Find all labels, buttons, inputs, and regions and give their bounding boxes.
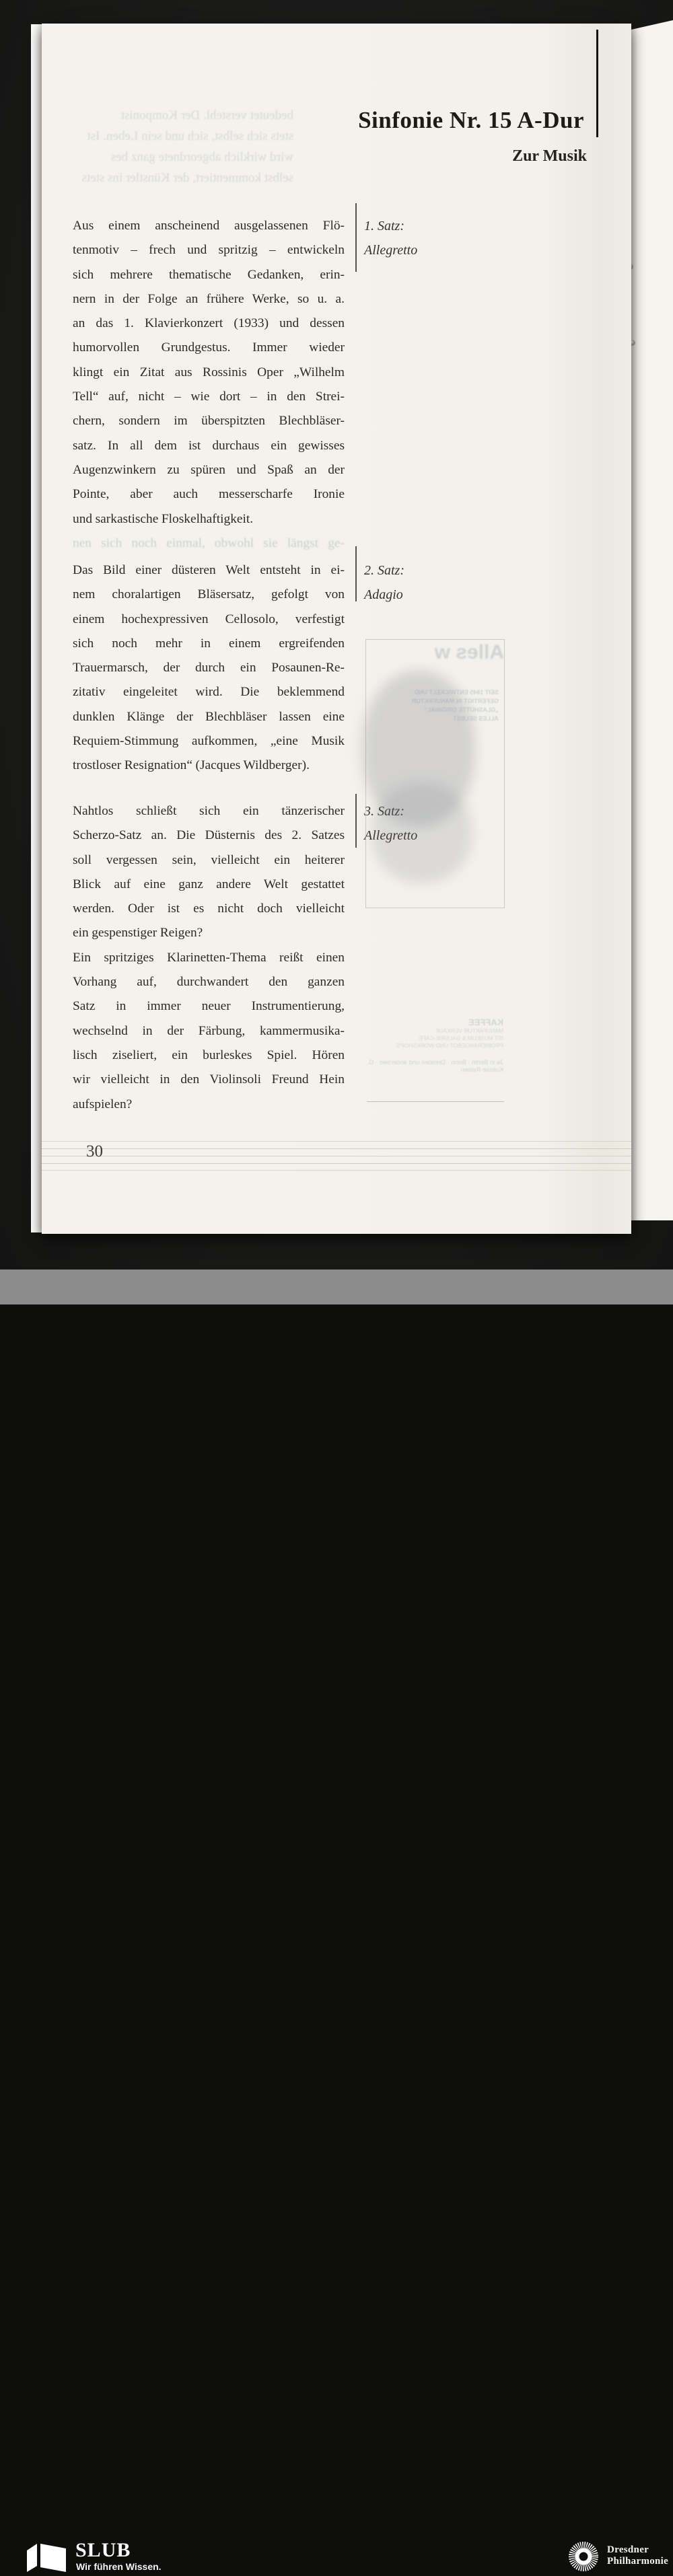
body-text-line: humorvollen Grundgestus. Immer wieder	[73, 340, 345, 355]
bleedthrough-line: „GLASHÜTTE ORIGINAL“	[424, 706, 499, 713]
folio-ruled-line	[42, 1148, 631, 1149]
body-text-line: zitativ eingeleitet wird. Die beklemmend	[73, 685, 345, 700]
philharmonie-line2: Philharmonie	[607, 2556, 669, 2567]
philharmonie-logo[interactable]	[567, 2540, 668, 2573]
philharmonie-wordmark	[607, 2544, 668, 2567]
bleedthrough-line: ALLES SELBST	[453, 715, 499, 722]
body-text-line: an das 1. Klavierkonzert (1933) und dessen	[73, 316, 345, 331]
slub-wordmark: SLUB	[75, 2539, 131, 2561]
philharmonie-line1: Dresdner	[607, 2544, 649, 2555]
body-text-line: einem hochexpressiven Cellosolo, verfestigt	[73, 612, 345, 626]
bleedthrough-text-line: nen sich noch einmal, obwohl sie längst ge-	[73, 536, 345, 550]
body-text-line: Trauermarsch, der durch ein Posaunen-Re-	[73, 661, 345, 675]
movement-label: 1. Satz:	[364, 219, 404, 233]
body-text-line: trostloser Resignation“ (Jacques Wildberger).	[73, 758, 310, 773]
body-text-line: ein gespenstiger Reigen?	[73, 926, 203, 941]
folio-ruled-line	[42, 1170, 631, 1171]
body-text-line: Pointe, aber auch messerscharfe Ironie	[73, 487, 345, 502]
body-text-line: Augenzwinkern zu spüren und Spaß an der	[73, 462, 345, 477]
paragraph-movement-2	[73, 558, 345, 778]
bleedthrough-line: stets sich selbst, sich und sein Leben. Ist	[87, 129, 293, 143]
page-title: Sinfonie Nr. 15 A-Dur	[358, 107, 584, 133]
title-vertical-rule	[596, 30, 598, 137]
body-text-line: sich mehrere thematische Gedanken, erin-	[73, 267, 345, 282]
bleedthrough-line: SEIT 1845 ENTWICKELT UND	[414, 689, 499, 696]
movement-tempo: Allegretto	[364, 243, 418, 258]
bleedthrough-line: GEFERTIGT IN MANUFAKTUR	[411, 698, 499, 704]
bleedthrough-line: bedeutet verstehl. Der Komponist	[120, 108, 293, 122]
next-page-right-strip	[631, 20, 673, 1220]
body-text-line: werden. Oder ist es nicht doch vielleicht	[73, 901, 345, 916]
body-text-line: nem choralartigen Bläsersatz, gefolgt von	[73, 587, 345, 602]
body-text-line: chern, sondern im überspitzten Blechbläser-	[73, 414, 345, 429]
body-text-line: wir vielleicht in den Violinsoli Freund Hein	[73, 1072, 345, 1087]
body-text-line: Ein spritziges Klarinetten-Thema reißt einen	[73, 950, 345, 965]
bleedthrough-advert-box	[365, 639, 505, 908]
bleedthrough-ad-footline: Ja in Berlin · Bonn · Dresden und anderswo · G. Kulisse-Reisen	[367, 1059, 503, 1074]
folio-ruled-line	[42, 1141, 631, 1142]
starburst-icon	[567, 2540, 600, 2573]
body-text-line: Nahtlos schließt sich ein tänzerischer	[73, 804, 345, 818]
page-stack-left-edge	[31, 24, 42, 1232]
slub-tagline: Wir führen Wissen.	[76, 2561, 162, 2572]
paragraph-movement-3	[73, 799, 345, 1117]
margin-note-rule-2	[355, 546, 357, 601]
bleedthrough-line: selbst kommentiert, der Künstler ins stets	[81, 171, 293, 185]
margin-note-2	[364, 558, 485, 608]
body-text-line: tenmotiv – frech und spritzig – entwickeln	[73, 243, 345, 258]
body-text-line: klingt ein Zitat aus Rossinis Oper „Wilhelm	[73, 365, 345, 379]
bleedthrough-ad-rule	[367, 1101, 504, 1102]
body-text-line: Scherzo-Satz an. Die Düsternis des 2. Satzes	[73, 828, 345, 843]
margin-note-rule-1	[355, 203, 357, 272]
bleedthrough-kaffee-lines	[367, 1027, 503, 1050]
bleedthrough-line: MANUFAKTUR VERKAUF	[435, 1027, 503, 1034]
body-text-line: und sarkastische Floskelhaftigkeit.	[73, 511, 254, 526]
bleedthrough-kaffee-block	[367, 1017, 503, 1074]
body-text-line: sich noch mehr in einem ergreifenden	[73, 636, 345, 651]
body-text-line: Vorhang auf, durchwandert den ganzen	[73, 975, 345, 990]
bleedthrough-ad-lines	[366, 688, 499, 723]
movement-label: 2. Satz:	[364, 563, 404, 578]
body-text-line: Blick auf eine ganz andere Welt gestattet	[73, 877, 345, 891]
body-text-line: aufspielen?	[73, 1097, 133, 1111]
viewer-footer-bar	[0, 1269, 673, 2572]
bleedthrough-ad-headline: Alles w	[434, 641, 504, 663]
body-text-line: Aus einem anscheinend ausgelassenen Flö-	[73, 219, 345, 233]
body-text-line: dunklen Klänge der Blechbläser lassen eine	[73, 709, 345, 724]
body-text-line: Tell“ auf, nicht – wie dort – in den Strei-	[73, 390, 345, 404]
open-book-icon	[26, 2542, 67, 2573]
body-text-line: Satz in immer neuer Instrumentierung,	[73, 999, 345, 1014]
body-text-line: wechselnd in der Färbung, kammermusika-	[73, 1023, 345, 1038]
bleedthrough-image-blob	[371, 782, 472, 883]
body-text-line: satz. In all dem ist durchaus ein gewisses	[73, 438, 345, 453]
margin-note-rule-3	[355, 794, 357, 848]
movement-tempo: Adagio	[364, 587, 403, 603]
bleedthrough-line: wird wirklich abgeordnete ganz bes	[110, 150, 293, 164]
page-subtitle: Zur Musik	[512, 147, 587, 165]
body-text-line: lisch ziseliert, ein burleskes Spiel. Hören	[73, 1047, 345, 1062]
body-text-line: Das Bild einer düsteren Welt entsteht in ei-	[73, 563, 345, 577]
folio-ruled-line	[42, 1163, 631, 1164]
paragraph-movement-1	[73, 214, 345, 531]
movement-tempo: Allegretto	[364, 828, 418, 844]
bleedthrough-kaffee-title: KAFFEE	[468, 1017, 503, 1027]
body-text-line: soll vergessen sein, vielleicht ein heiterer	[73, 852, 345, 867]
bleedthrough-line: PROBIERANGEBOT UND WORKSHOPS	[396, 1042, 503, 1049]
margin-note-1	[364, 214, 485, 263]
page-number: 30	[86, 1142, 103, 1161]
slub-logo[interactable]	[26, 2539, 187, 2574]
body-text-line: nern in der Folge an frühere Werke, so u. a.	[73, 291, 345, 306]
bleedthrough-line: IST MUSEUM & GALERIE-CAFÉ	[419, 1035, 503, 1041]
body-text-line: Requiem-Stimmung aufkommen, „eine Musik	[73, 734, 345, 749]
movement-label: 3. Satz:	[364, 804, 404, 819]
